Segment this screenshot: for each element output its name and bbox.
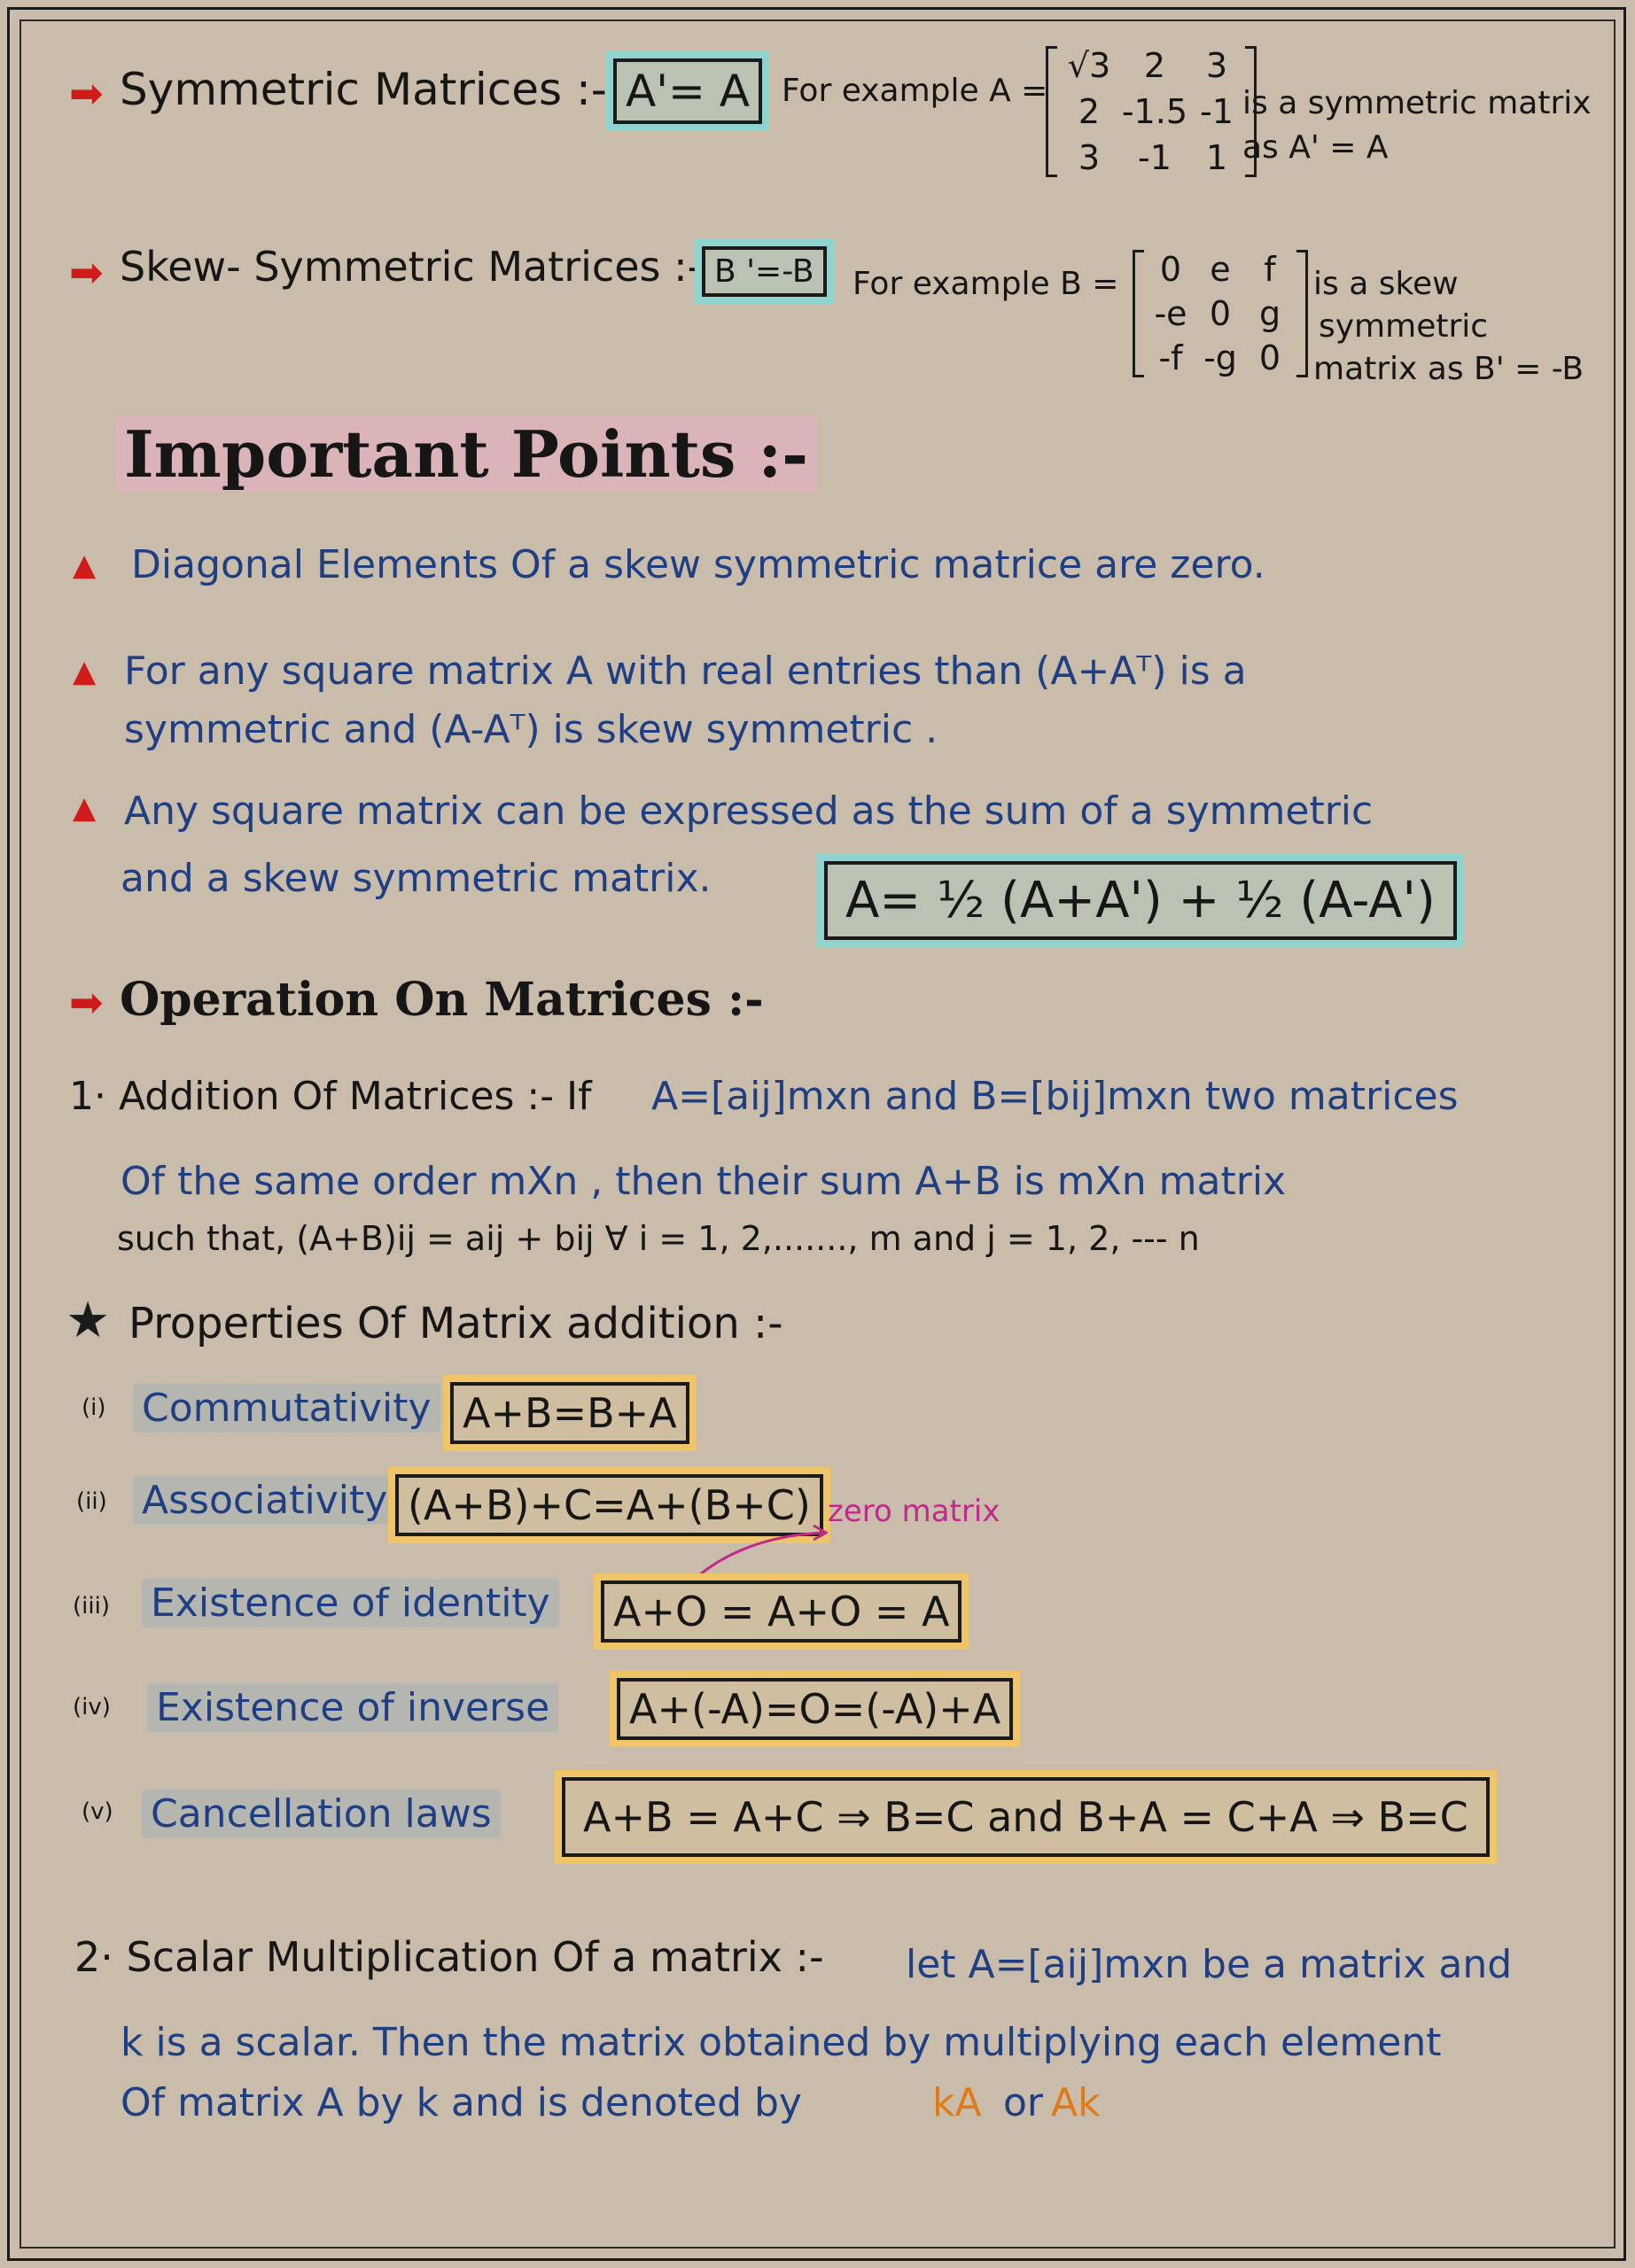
matrix-entry: √3	[1067, 46, 1111, 85]
property-formula: A+B = A+C ⇒ B=C and B+A = C+A ⇒ B=C	[562, 1777, 1490, 1857]
matrix-entry: 2	[1143, 46, 1166, 85]
point-1: Diagonal Elements Of a skew symmetric matrice are zero.	[131, 542, 1265, 587]
matrix-entry: 3	[1205, 46, 1228, 85]
property-num: (iii)	[73, 1593, 110, 1619]
operation-heading: Operation On Matrices :-	[120, 973, 764, 1027]
symmetric-note-2: as A' = A	[1242, 129, 1389, 166]
skew-example-prefix: For example B =	[853, 266, 1119, 302]
kA-notation: kA	[932, 2080, 982, 2125]
skew-note-3: matrix as B' = -B	[1313, 351, 1584, 387]
addition-definition: A=[aij]mxn and B=[bij]mxn two matrices	[651, 1074, 1459, 1119]
matrix-entry: 0	[1258, 338, 1281, 377]
matrix-entry: e	[1210, 250, 1231, 289]
decomposition-formula: A= ½ (A+A') + ½ (A-A')	[824, 861, 1457, 940]
Ak-notation: Ak	[1051, 2080, 1101, 2125]
property-formula: A+B=B+A	[450, 1382, 689, 1444]
arrow-icon: ➡	[69, 248, 104, 296]
point-2-line-1: For any square matrix A with real entries than (A+Aᵀ) is a	[124, 649, 1247, 694]
triangle-bullet-icon: ▲	[73, 654, 97, 689]
scalar-line-3: Of matrix A by k and is denoted by	[121, 2080, 802, 2125]
matrix-entry: 0	[1159, 250, 1182, 289]
property-name: Cancellation laws	[142, 1790, 501, 1838]
matrix-entry: 0	[1209, 294, 1232, 333]
important-heading: Important Points :-	[115, 416, 817, 492]
property-formula: (A+B)+C=A+(B+C)	[395, 1474, 823, 1536]
property-formula: A+O = A+O = A	[601, 1581, 962, 1643]
skew-example-matrix	[1133, 250, 1308, 377]
matrix-entry: -e	[1154, 294, 1187, 333]
scalar-title: 2· Scalar Multiplication Of a matrix :-	[74, 1933, 824, 1981]
symmetric-note-1: is a symmetric matrix	[1242, 85, 1592, 121]
property-num: (iv)	[73, 1694, 111, 1720]
zero-matrix-note: zero matrix	[828, 1494, 1000, 1529]
properties-heading: Properties Of Matrix addition :-	[128, 1299, 783, 1348]
addition-line-2: Of the same order mXn , then their sum A+B is mXn matrix	[121, 1159, 1287, 1204]
triangle-bullet-icon: ▲	[73, 548, 97, 583]
point-3-line-1: Any square matrix can be expressed as the sum of a symmetric	[124, 788, 1374, 834]
property-num: (v)	[82, 1798, 113, 1825]
skew-definition: B '=-B	[702, 246, 827, 297]
property-name: Existence of inverse	[147, 1683, 558, 1732]
pointer-arrow-icon	[691, 1520, 833, 1582]
arrow-icon: ➡	[69, 69, 104, 117]
matrix-entry: g	[1258, 294, 1281, 333]
matrix-entry: -1.5	[1121, 92, 1188, 131]
symmetric-title: Symmetric Matrices :-	[120, 64, 607, 115]
matrix-entry: -1	[1200, 92, 1234, 131]
property-num: (i)	[82, 1394, 106, 1421]
symmetric-example-prefix: For example A =	[782, 73, 1048, 109]
property-name: Existence of identity	[142, 1579, 559, 1627]
scalar-definition: let A=[aij]mxn be a matrix and	[906, 1942, 1513, 1987]
matrix-entry: 1	[1205, 138, 1228, 177]
matrix-entry: 2	[1078, 92, 1101, 131]
property-name: Commutativity	[133, 1384, 440, 1433]
scalar-line-2: k is a scalar. Then the matrix obtained by multiplying each element	[121, 2020, 1442, 2065]
property-name: Associativity	[133, 1476, 396, 1525]
triangle-bullet-icon: ▲	[73, 790, 97, 826]
or-word: or	[1003, 2080, 1044, 2125]
matrix-entry: 3	[1078, 138, 1101, 177]
property-num: (ii)	[76, 1488, 107, 1515]
point-3-line-2: and a skew symmetric matrix.	[121, 856, 712, 901]
matrix-entry: -1	[1138, 138, 1172, 177]
skew-title: Skew- Symmetric Matrices :-	[120, 243, 703, 291]
matrix-entry: -g	[1203, 338, 1237, 377]
property-formula: A+(-A)=O=(-A)+A	[617, 1678, 1013, 1740]
skew-note-2: symmetric	[1319, 308, 1489, 345]
point-2-line-2: symmetric and (A-Aᵀ) is skew symmetric .	[124, 707, 938, 752]
matrix-entry: f	[1264, 250, 1276, 289]
arrow-icon: ➡	[69, 978, 104, 1026]
addition-title: 1· Addition Of Matrices :- If	[69, 1074, 592, 1119]
matrix-entry: -f	[1158, 338, 1183, 377]
skew-note-1: is a skew	[1313, 266, 1459, 302]
symmetric-example-matrix	[1046, 46, 1257, 177]
addition-line-3: such that, (A+B)ij = aij + bij ∀ i = 1, 2,......., m and j = 1, 2, --- n	[117, 1219, 1200, 1258]
star-icon: ★	[66, 1292, 111, 1349]
symmetric-definition: A'= A	[613, 58, 762, 124]
